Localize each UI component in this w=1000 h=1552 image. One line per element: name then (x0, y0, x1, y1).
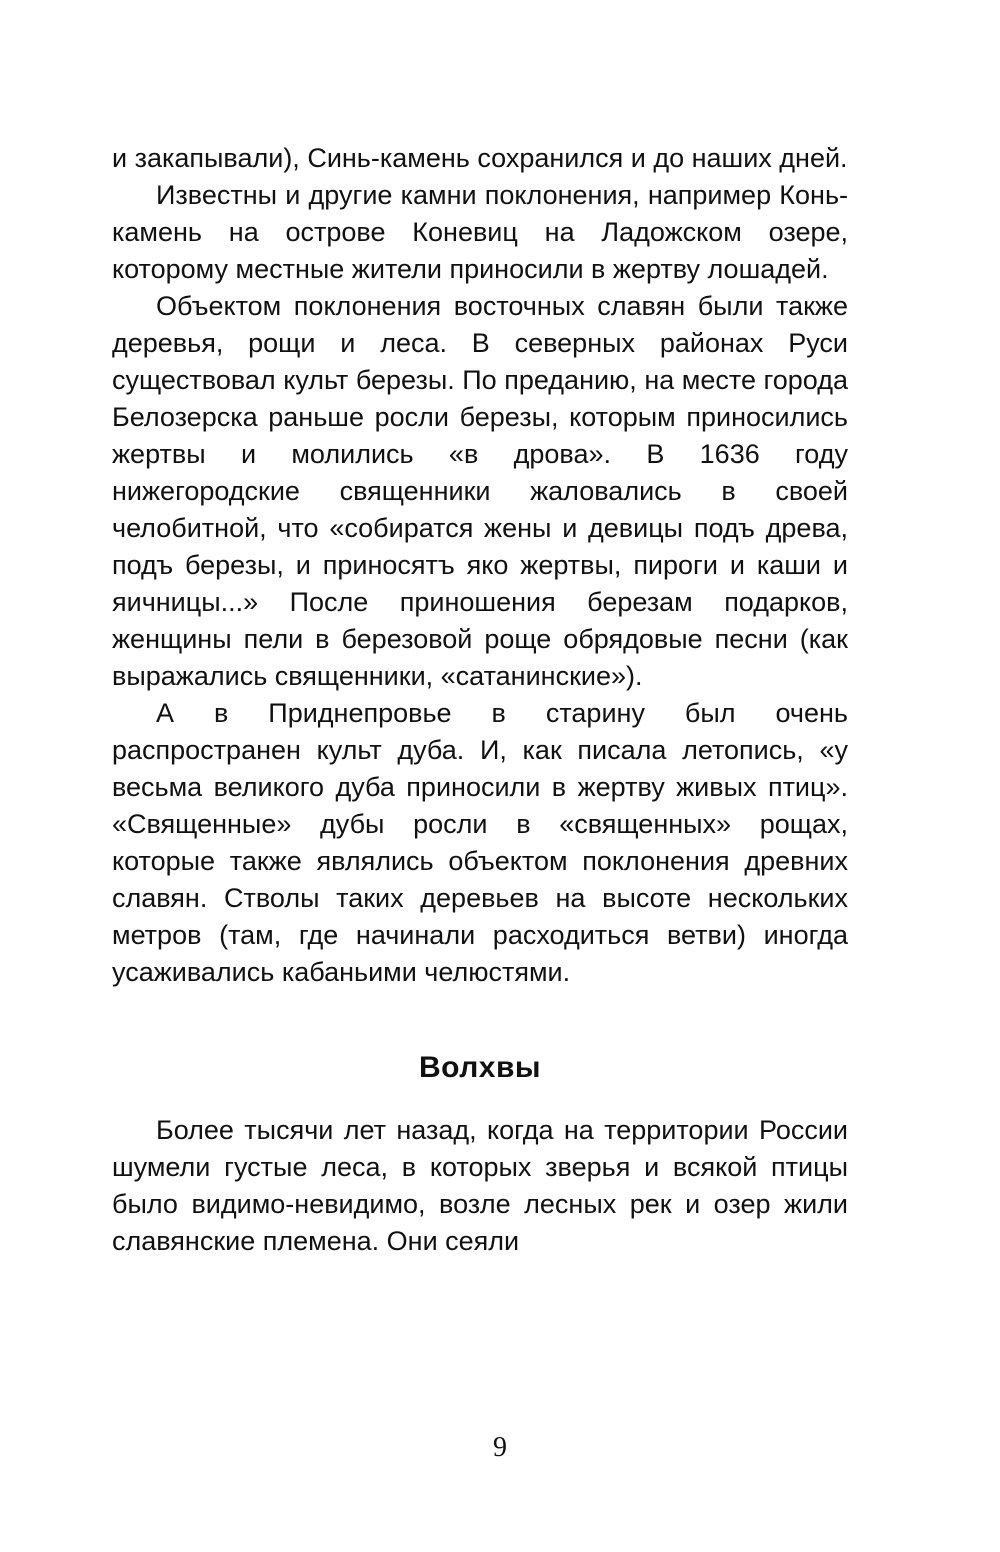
page-body (112, 140, 848, 1260)
paragraph-volkhvy: Более тысячи лет назад, когда на территории России шумели густые леса, в которых зверья и всякой птицы было видимо-невидимо, возле лесных рек и озер жили славянские племена. Они сеяли (112, 1115, 848, 1256)
paragraph-continued: и закапывали), Синь-камень сохранился и до наших дней. (112, 143, 848, 173)
section-heading: Волхвы (418, 1051, 542, 1084)
page-number: 9 (493, 1432, 507, 1463)
paragraph-trees: Объектом поклонения восточных славян были также деревья, рощи и леса. В северных районах Руси существовал культ березы. По преданию, на месте города Белозерска раньше росли березы, которым приносились жертвы и молились «в дрова». В 1636 году нижегородские священники жаловались в своей челобитной, что «собиратся жены и девицы подъ древа, подъ березы, и приносятъ яко жертвы, пироги и каши и яичницы...» После приношения березам подарков, женщины пели в березовой роще обрядовые песни (как выражались священники, «сатанинские»). (112, 291, 848, 691)
paragraph-stones: Известны и другие камни поклонения, например Конь-камень на острове Коневиц на Ладожском озере, которому местные жители приносили в жертву лошадей. (112, 180, 848, 284)
paragraph-oak: А в Приднепровье в старину был очень распространен культ дуба. И, как писала летопись, «у весьма великого дуба приносили в жертву живых птиц». «Священные» дубы росли в «священных» рощах, которые также являлись объектом поклонения древних славян. Стволы таких деревьев на высоте нескольких метров (там, где начинали расходиться ветви) иногда усаживались кабаньими челюстями. (112, 698, 848, 987)
